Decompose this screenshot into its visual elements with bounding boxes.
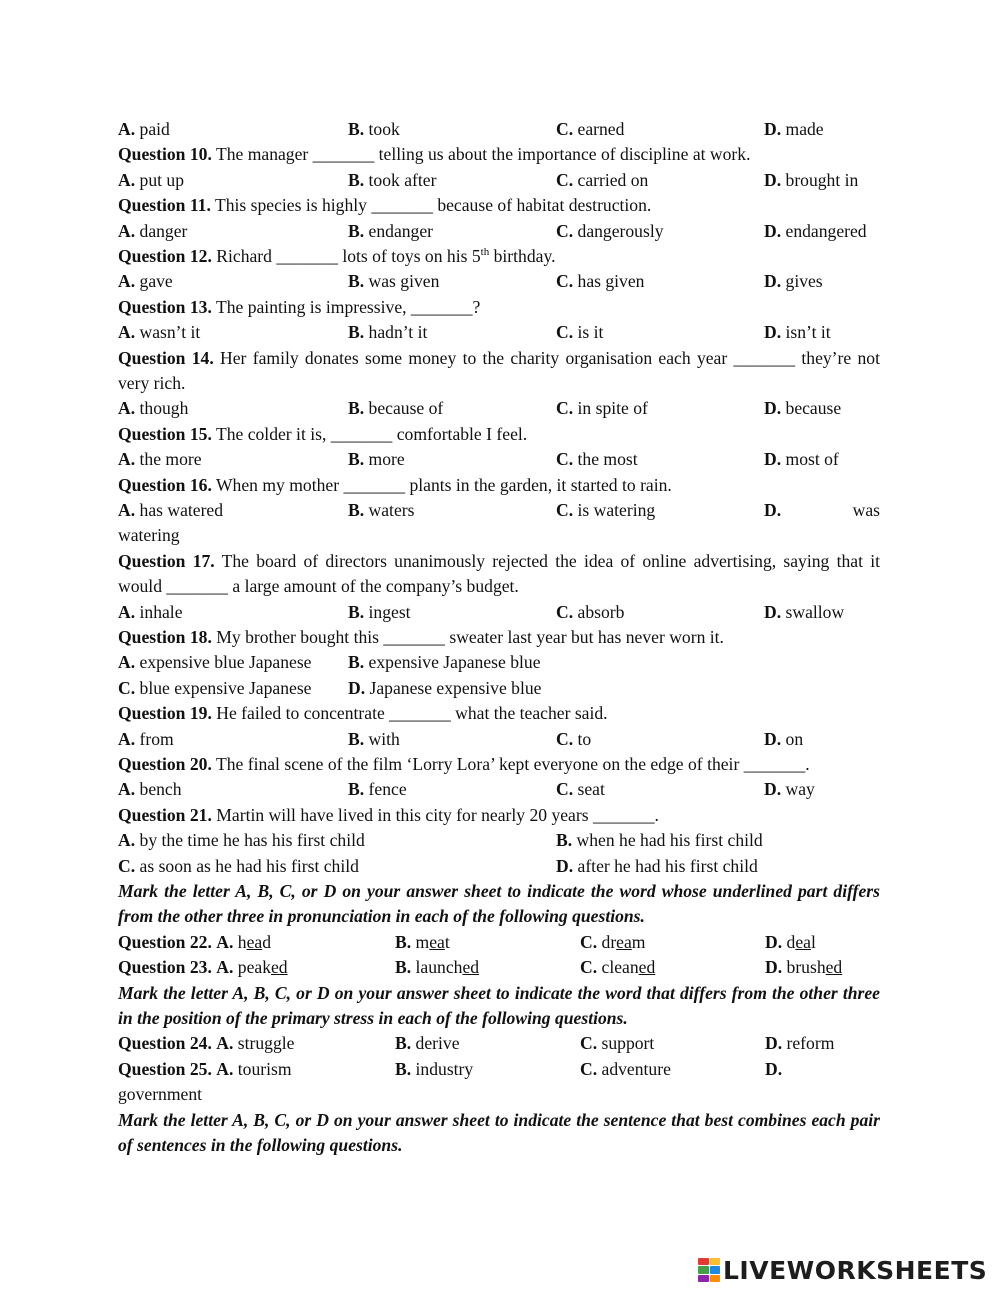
option-a[interactable]: A. by the time he has his first child bbox=[118, 830, 365, 851]
q14-options bbox=[118, 396, 880, 421]
option-b[interactable]: B. expensive Japanese blue bbox=[348, 652, 541, 673]
logo-text: LIVEWORKSHEETS bbox=[723, 1255, 988, 1285]
option-d[interactable]: D. brought in bbox=[764, 169, 859, 190]
question-11: Question 11. This species is highly _______ because of habitat destruction. bbox=[118, 195, 652, 216]
option-c[interactable]: C. dream bbox=[580, 931, 646, 952]
q13-options bbox=[118, 320, 880, 345]
option-b[interactable]: B. took bbox=[348, 119, 400, 139]
option-d[interactable]: D. most of bbox=[764, 449, 839, 470]
question-12: Question 12. Richard _______ lots of toys on his 5th birthday. bbox=[118, 245, 556, 266]
option-b[interactable]: B. because of bbox=[348, 398, 444, 419]
option-d[interactable]: D. endangered bbox=[764, 220, 867, 241]
option-a[interactable]: A. bench bbox=[118, 779, 182, 800]
option-d[interactable]: D. brushed bbox=[765, 957, 843, 978]
question-17: Question 17. The board of directors unanimously rejected the idea of online advertising, saying that it would _______ a large amount of the company’s budget. bbox=[118, 550, 880, 597]
option-d[interactable]: D. way bbox=[764, 779, 815, 800]
logo-mark-icon bbox=[698, 1258, 720, 1282]
option-c[interactable]: C. adventure bbox=[580, 1058, 671, 1079]
option-d[interactable]: D. isn’t it bbox=[764, 322, 831, 343]
q16-option-d-continued: watering bbox=[118, 525, 180, 546]
option-b[interactable]: B. when he had his first child bbox=[556, 830, 763, 851]
question-16: Question 16. When my mother _______ plants in the garden, it started to rain. bbox=[118, 474, 672, 495]
logo-square-icon bbox=[710, 1258, 721, 1265]
option-d[interactable]: D. Japanese expensive blue bbox=[348, 677, 542, 698]
option-c[interactable]: C. earned bbox=[556, 119, 625, 139]
option-b[interactable]: B. fence bbox=[348, 779, 407, 800]
question-13: Question 13. The painting is impressive, _______? bbox=[118, 296, 481, 317]
question-10: Question 10. The manager _______ telling us about the importance of discipline at work. bbox=[118, 144, 751, 165]
option-a[interactable]: A. paid bbox=[118, 119, 170, 139]
option-c[interactable]: C. absorb bbox=[556, 601, 625, 622]
option-a[interactable]: A. the more bbox=[118, 449, 202, 470]
q18-options-cd bbox=[118, 676, 880, 701]
question-25 bbox=[118, 1057, 880, 1082]
option-d[interactable]: D. after he had his first child bbox=[556, 855, 758, 876]
option-a[interactable]: A. gave bbox=[118, 271, 173, 292]
option-a[interactable]: Question 23. A. peaked bbox=[118, 957, 288, 978]
option-a[interactable]: A. inhale bbox=[118, 601, 183, 622]
option-c[interactable]: C. carried on bbox=[556, 169, 649, 190]
option-c[interactable]: C. the most bbox=[556, 449, 638, 470]
q17-options bbox=[118, 600, 880, 625]
option-d[interactable]: D. bbox=[765, 1058, 783, 1079]
option-d[interactable]: D. gives bbox=[764, 271, 823, 292]
option-b[interactable]: B. launched bbox=[395, 957, 480, 978]
logo-square-icon bbox=[698, 1258, 709, 1265]
option-a[interactable]: Question 22. A. head bbox=[118, 931, 271, 952]
option-a[interactable]: A. wasn’t it bbox=[118, 322, 201, 343]
option-a[interactable]: A. expensive blue Japanese bbox=[118, 652, 312, 673]
instruction-pronunciation: Mark the letter A, B, C, or D on your answer sheet to indicate the word whose underlined part differs from the other three in pronunciation in each of the following questions. bbox=[118, 880, 880, 927]
liveworksheets-logo bbox=[698, 1255, 987, 1285]
question-20: Question 20. The final scene of the film ‘Lorry Lora’ kept everyone on the edge of their _______. bbox=[118, 753, 810, 774]
option-b[interactable]: B. more bbox=[348, 449, 405, 470]
logo-square-icon bbox=[710, 1266, 721, 1273]
option-b[interactable]: B. industry bbox=[395, 1058, 474, 1079]
option-c[interactable]: C. cleaned bbox=[580, 957, 656, 978]
logo-square-icon bbox=[710, 1275, 721, 1282]
question-22 bbox=[118, 930, 880, 955]
q15-options bbox=[118, 447, 880, 472]
option-d[interactable]: D. because bbox=[764, 398, 842, 419]
option-a[interactable]: A. danger bbox=[118, 220, 188, 241]
q19-options bbox=[118, 727, 880, 752]
option-c[interactable]: C. seat bbox=[556, 779, 605, 800]
q12-options bbox=[118, 269, 880, 294]
logo-square-icon bbox=[698, 1275, 709, 1282]
option-b[interactable]: B. ingest bbox=[348, 601, 411, 622]
question-19: Question 19. He failed to concentrate _______ what the teacher said. bbox=[118, 703, 608, 724]
option-d[interactable]: D. on bbox=[764, 728, 804, 749]
option-c[interactable]: C. blue expensive Japanese bbox=[118, 677, 312, 698]
option-b[interactable]: B. waters bbox=[348, 499, 415, 520]
q20-options bbox=[118, 777, 880, 802]
option-d[interactable]: D. was bbox=[764, 499, 880, 520]
question-14: Question 14. Her family donates some money to the charity organisation each year _______ they’re not very rich. bbox=[118, 347, 880, 393]
q18-options-ab bbox=[118, 650, 880, 675]
instruction-combine: Mark the letter A, B, C, or D on your answer sheet to indicate the sentence that best combines each pair of sentences in the following questions. bbox=[118, 1109, 880, 1155]
option-b[interactable]: B. derive bbox=[395, 1033, 460, 1054]
option-b[interactable]: B. was given bbox=[348, 271, 440, 292]
q11-options bbox=[118, 219, 880, 244]
option-a[interactable]: Question 25. A. tourism bbox=[118, 1058, 292, 1079]
option-d[interactable]: D. reform bbox=[765, 1033, 835, 1054]
option-b[interactable]: B. hadn’t it bbox=[348, 322, 428, 343]
worksheet-page bbox=[118, 117, 880, 1158]
question-15: Question 15. The colder it is, _______ comfortable I feel. bbox=[118, 423, 528, 444]
question-24 bbox=[118, 1031, 880, 1056]
q25-option-d-continued: government bbox=[118, 1084, 203, 1105]
option-b[interactable]: B. took after bbox=[348, 169, 437, 190]
option-c[interactable]: C. is watering bbox=[556, 499, 656, 520]
option-c[interactable]: C. dangerously bbox=[556, 220, 664, 241]
option-c[interactable]: C. to bbox=[556, 728, 592, 749]
q10-options bbox=[118, 168, 880, 193]
option-c[interactable]: C. in spite of bbox=[556, 398, 648, 419]
option-b[interactable]: B. meat bbox=[395, 931, 450, 952]
option-d[interactable]: D. swallow bbox=[764, 601, 845, 622]
logo-square-icon bbox=[698, 1266, 709, 1273]
option-b[interactable]: B. with bbox=[348, 728, 400, 749]
option-a[interactable]: A. from bbox=[118, 728, 174, 749]
question-23 bbox=[118, 955, 880, 980]
q21-options-ab bbox=[118, 828, 880, 853]
q9-options bbox=[118, 117, 880, 142]
option-d[interactable]: D. made bbox=[764, 119, 824, 139]
option-c[interactable]: C. has given bbox=[556, 271, 645, 292]
q16-options bbox=[118, 498, 880, 523]
question-18: Question 18. My brother bought this _______ sweater last year but has never worn it. bbox=[118, 626, 724, 647]
option-a[interactable]: Question 24. A. struggle bbox=[118, 1033, 295, 1054]
option-b[interactable]: B. endanger bbox=[348, 220, 434, 241]
option-c[interactable]: C. support bbox=[580, 1033, 655, 1054]
option-a[interactable]: A. has watered bbox=[118, 499, 224, 520]
option-a[interactable]: A. though bbox=[118, 398, 189, 419]
option-d[interactable]: D. deal bbox=[765, 931, 816, 952]
question-21: Question 21. Martin will have lived in this city for nearly 20 years _______. bbox=[118, 804, 659, 825]
q21-options-cd bbox=[118, 854, 880, 879]
option-c[interactable]: C. as soon as he had his first child bbox=[118, 855, 359, 876]
instruction-stress: Mark the letter A, B, C, or D on your answer sheet to indicate the word that differs from the other three in the position of the primary stress in each of the following questions. bbox=[118, 982, 880, 1028]
option-c[interactable]: C. is it bbox=[556, 322, 604, 343]
option-a[interactable]: A. put up bbox=[118, 169, 184, 190]
